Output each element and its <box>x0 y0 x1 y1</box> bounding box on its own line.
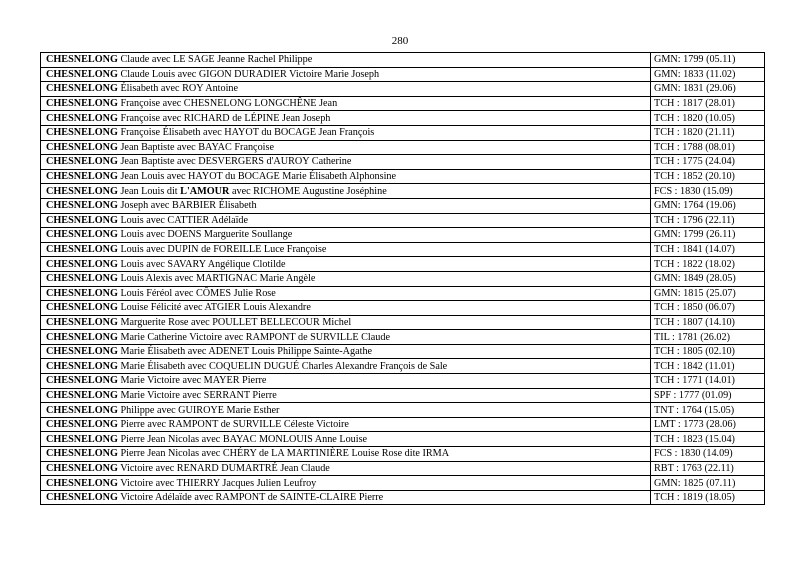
record-row <box>41 315 765 330</box>
record-names-text: Louis Alexis avec MARTIGNAC Marie Angèle <box>117 273 316 285</box>
record-names-cell <box>41 155 651 170</box>
record-reference-cell: TCH : 1820 (21.11) <box>651 125 765 140</box>
record-names-text: Françoise Élisabeth avec HAYOT du BOCAGE Jean François <box>117 127 375 139</box>
record-row <box>41 242 765 257</box>
record-row <box>41 53 765 68</box>
record-row <box>41 111 765 126</box>
record-names-text: Pierre Jean Nicolas avec BAYAC MONLOUIS Anne Louise <box>117 433 368 445</box>
record-names-text: Louise Félicité avec ATGIER Louis Alexandre <box>117 302 311 314</box>
record-surname: CHESNELONG <box>46 433 118 445</box>
marriage-records-table <box>40 52 765 505</box>
page-number: 280 <box>391 35 409 47</box>
record-row <box>41 344 765 359</box>
record-names-text: Claude Louis avec GIGON DURADIER Victoire Marie Joseph <box>117 68 380 80</box>
record-reference-cell: SPF : 1777 (01.09) <box>651 388 765 403</box>
record-names-text: Philippe avec GUIROYE Marie Esther <box>117 404 280 416</box>
record-reference-cell: TCH : 1775 (24.04) <box>651 155 765 170</box>
record-reference-cell: TCH : 1788 (08.01) <box>651 140 765 155</box>
record-surname: CHESNELONG <box>46 448 118 460</box>
record-names-cell <box>41 82 651 97</box>
record-row <box>41 490 765 505</box>
record-names-text: Louis avec CATTIER Adélaïde <box>117 214 249 226</box>
record-reference-cell: GMN: 1799 (26.11) <box>651 228 765 243</box>
record-reference-cell: LMT : 1773 (28.06) <box>651 417 765 432</box>
record-names-text: Marie Élisabeth avec ADENET Louis Philippe Sainte-Agathe <box>117 346 373 358</box>
record-row <box>41 125 765 140</box>
record-names-text: Marie Élisabeth avec COQUELIN DUGUÉ Charles Alexandre François de Sale <box>117 360 448 372</box>
record-row <box>41 359 765 374</box>
record-names-text: Marie Victoire avec MAYER Pierre <box>117 375 267 387</box>
record-row <box>41 301 765 316</box>
record-surname: CHESNELONG <box>46 360 118 372</box>
record-surname: CHESNELONG <box>46 375 118 387</box>
record-names-cell <box>41 388 651 403</box>
record-names-text: Françoise avec CHESNELONG LONGCHÊNE Jean <box>117 98 338 110</box>
record-row <box>41 213 765 228</box>
record-surname: CHESNELONG <box>46 462 118 474</box>
record-names-cell <box>41 213 651 228</box>
record-names-cell <box>41 111 651 126</box>
record-row <box>41 447 765 462</box>
record-row <box>41 271 765 286</box>
record-names-cell <box>41 359 651 374</box>
record-names-cell <box>41 344 651 359</box>
record-surname: CHESNELONG <box>46 68 118 80</box>
record-row <box>41 198 765 213</box>
record-surname: CHESNELONG <box>46 244 118 256</box>
record-surname: CHESNELONG <box>46 200 118 212</box>
record-surname: CHESNELONG <box>46 492 118 504</box>
record-surname: CHESNELONG <box>46 273 118 285</box>
record-row <box>41 388 765 403</box>
record-row <box>41 403 765 418</box>
record-alias: L'AMOUR <box>180 185 230 197</box>
record-reference-cell: TCH : 1852 (20.10) <box>651 169 765 184</box>
record-names-text: Victoire Adélaïde avec RAMPONT de SAINTE-CLAIRE Pierre <box>117 492 384 504</box>
record-surname: CHESNELONG <box>46 287 118 299</box>
record-surname: CHESNELONG <box>46 98 118 110</box>
record-reference-cell: TCH : 1807 (14.10) <box>651 315 765 330</box>
record-reference-cell: GMN: 1815 (25.07) <box>651 286 765 301</box>
record-names-text: Louis avec DOENS Marguerite Soullange <box>117 229 293 241</box>
record-names-text: Jean Baptiste avec DESVERGERS d'AUROY Catherine <box>117 156 352 168</box>
record-surname: CHESNELONG <box>46 346 118 358</box>
record-row <box>41 96 765 111</box>
record-surname: CHESNELONG <box>46 258 118 270</box>
record-names-text: Pierre avec RAMPONT de SURVILLE Céleste Victoire <box>117 419 349 431</box>
record-reference-cell: TCH : 1771 (14.01) <box>651 374 765 389</box>
record-names-text: Marguerite Rose avec POULLET BELLECOUR Michel <box>117 316 352 328</box>
record-reference-cell: GMN: 1764 (19.06) <box>651 198 765 213</box>
record-reference-cell: TCH : 1822 (18.02) <box>651 257 765 272</box>
record-reference-cell: RBT : 1763 (22.11) <box>651 461 765 476</box>
record-surname: CHESNELONG <box>46 389 118 401</box>
record-surname: CHESNELONG <box>46 331 118 343</box>
record-names-text: Louis avec DUPIN de FOREILLE Luce Françoise <box>117 244 327 256</box>
record-row <box>41 374 765 389</box>
record-reference-cell: TCH : 1796 (22.11) <box>651 213 765 228</box>
record-names-cell <box>41 271 651 286</box>
record-row <box>41 461 765 476</box>
record-row <box>41 476 765 491</box>
record-surname: CHESNELONG <box>46 112 118 124</box>
record-surname: CHESNELONG <box>46 171 118 183</box>
record-reference-cell: TCH : 1820 (10.05) <box>651 111 765 126</box>
record-surname: CHESNELONG <box>46 316 118 328</box>
record-names-cell <box>41 315 651 330</box>
record-names-cell <box>41 140 651 155</box>
record-reference-cell: TCH : 1817 (28.01) <box>651 96 765 111</box>
record-surname: CHESNELONG <box>46 156 118 168</box>
record-row <box>41 140 765 155</box>
record-row <box>41 184 765 199</box>
record-surname: CHESNELONG <box>46 214 118 226</box>
record-reference-cell: GMN: 1849 (28.05) <box>651 271 765 286</box>
record-names-text: Louis avec SAVARY Angélique Clotilde <box>117 258 286 270</box>
record-names-cell <box>41 476 651 491</box>
record-names-cell <box>41 490 651 505</box>
record-names-cell <box>41 403 651 418</box>
record-reference-cell: TCH : 1850 (06.07) <box>651 301 765 316</box>
record-names-text: Victoire avec THIERRY Jacques Julien Leufroy <box>117 477 317 489</box>
record-names-text: Joseph avec BARBIER Élisabeth <box>117 200 257 212</box>
record-names-text: Louis Féréol avec CÔMES Julie Rose <box>117 287 276 299</box>
record-surname: CHESNELONG <box>46 141 118 153</box>
record-names-text: Claude avec LE SAGE Jeanne Rachel Philippe <box>117 54 313 66</box>
record-row <box>41 82 765 97</box>
record-names-text: Victoire avec RENARD DUMARTRÉ Jean Claude <box>117 462 330 474</box>
record-reference-cell: TCH : 1805 (02.10) <box>651 344 765 359</box>
record-surname: CHESNELONG <box>46 404 118 416</box>
record-surname: CHESNELONG <box>46 419 118 431</box>
records-body <box>41 53 765 505</box>
record-reference-cell: TCH : 1842 (11.01) <box>651 359 765 374</box>
record-reference-cell: GMN: 1799 (05.11) <box>651 53 765 68</box>
record-reference-cell: TCH : 1819 (18.05) <box>651 490 765 505</box>
record-surname: CHESNELONG <box>46 229 118 241</box>
record-names-cell <box>41 242 651 257</box>
record-names-cell <box>41 447 651 462</box>
record-reference-cell: GMN: 1831 (29.06) <box>651 82 765 97</box>
record-row <box>41 286 765 301</box>
record-surname: CHESNELONG <box>46 54 118 66</box>
record-surname: CHESNELONG <box>46 83 118 95</box>
record-names-cell <box>41 184 651 199</box>
record-reference-cell: GMN: 1825 (07.11) <box>651 476 765 491</box>
record-names-text: Pierre Jean Nicolas avec CHÉRY de LA MARTINIÈRE Louise Rose dite IRMA <box>117 448 450 460</box>
record-row <box>41 417 765 432</box>
record-names-text: Marie Catherine Victoire avec RAMPONT de SURVILLE Claude <box>117 331 390 343</box>
record-row <box>41 67 765 82</box>
record-names-text: Jean Baptiste avec BAYAC Françoise <box>117 141 274 153</box>
record-reference-cell: FCS : 1830 (15.09) <box>651 184 765 199</box>
record-names-cell <box>41 301 651 316</box>
record-names-cell <box>41 330 651 345</box>
record-row <box>41 155 765 170</box>
record-names-cell <box>41 96 651 111</box>
record-names-text: Jean Louis dit <box>117 185 181 197</box>
record-names-cell <box>41 461 651 476</box>
record-reference-cell: TNT : 1764 (15.05) <box>651 403 765 418</box>
record-surname: CHESNELONG <box>46 185 118 197</box>
record-names-cell <box>41 374 651 389</box>
record-row <box>41 432 765 447</box>
record-reference-cell: TCH : 1841 (14.07) <box>651 242 765 257</box>
record-reference-cell: GMN: 1833 (11.02) <box>651 67 765 82</box>
record-names-cell <box>41 67 651 82</box>
record-surname: CHESNELONG <box>46 477 118 489</box>
record-names-cell <box>41 432 651 447</box>
record-reference-cell: TIL : 1781 (26.02) <box>651 330 765 345</box>
record-reference-cell: TCH : 1823 (15.04) <box>651 432 765 447</box>
record-names-cell <box>41 257 651 272</box>
record-names-cell <box>41 169 651 184</box>
record-names-text: Marie Victoire avec SERRANT Pierre <box>117 389 277 401</box>
record-names-cell <box>41 417 651 432</box>
record-names-text: Jean Louis avec HAYOT du BOCAGE Marie Élisabeth Alphonsine <box>117 171 397 183</box>
record-names-text: Élisabeth avec ROY Antoine <box>117 83 239 95</box>
record-names-cell <box>41 125 651 140</box>
record-names-cell <box>41 228 651 243</box>
record-row <box>41 169 765 184</box>
record-row <box>41 228 765 243</box>
record-names-cell <box>41 286 651 301</box>
record-names-text-continued: avec RICHOME Augustine Joséphine <box>229 185 387 197</box>
record-row <box>41 257 765 272</box>
record-row <box>41 330 765 345</box>
record-surname: CHESNELONG <box>46 127 118 139</box>
record-surname: CHESNELONG <box>46 302 118 314</box>
record-reference-cell: FCS : 1830 (14.09) <box>651 447 765 462</box>
record-names-text: Françoise avec RICHARD de LÉPINE Jean Joseph <box>117 112 331 124</box>
record-names-cell <box>41 53 651 68</box>
record-names-cell <box>41 198 651 213</box>
